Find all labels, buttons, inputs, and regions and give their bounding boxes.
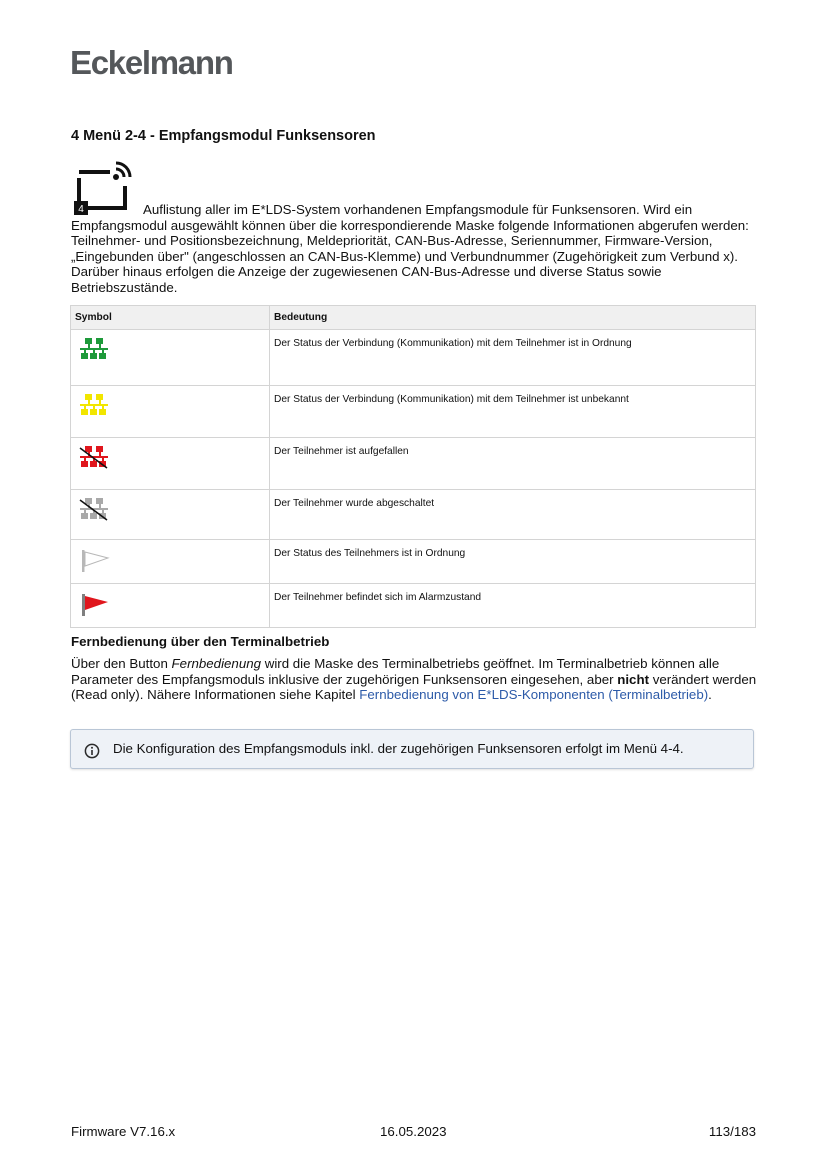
footer-firmware: Firmware V7.16.x	[71, 1124, 176, 1139]
legend-header-symbol: Symbol	[71, 306, 270, 330]
legend-header-meaning: Bedeutung	[270, 306, 756, 330]
legend-header-row	[71, 306, 756, 330]
intro-first-line: Auflistung aller im E*LDS-System vorhandenen Empfangsmodule für Funksensoren. Wird ein	[143, 202, 693, 217]
eckelmann-logo: Eckelmann	[70, 44, 233, 81]
menu-badge-number: 4	[78, 204, 84, 215]
legend-row	[71, 386, 756, 438]
legend-meaning: Der Teilnehmer wurde abgeschaltet	[270, 490, 756, 540]
remote-emphasis: nicht	[617, 671, 649, 687]
legend-meaning: Der Teilnehmer befindet sich im Alarmzustand	[270, 584, 756, 628]
info-note	[70, 729, 754, 769]
symbol-legend-table	[70, 305, 756, 628]
terminal-chapter-link[interactable]: Fernbedienung von E*LDS-Komponenten (Terminalbetrieb)	[359, 687, 709, 703]
remote-button-name: Fernbedienung	[171, 656, 262, 671]
flag-alarm-icon	[79, 592, 111, 618]
legend-row	[71, 330, 756, 386]
network-failed-icon	[79, 446, 109, 470]
network-disabled-icon	[79, 498, 109, 522]
section-title: 4 Menü 2-4 - Empfangsmodul Funksensoren	[71, 128, 376, 144]
footer-date: 16.05.2023	[380, 1124, 447, 1139]
legend-meaning: Der Status der Verbindung (Kommunikation) mit dem Teilnehmer ist in Ordnung	[270, 330, 756, 386]
footer-page-number: 113/183	[708, 1124, 756, 1139]
legend-meaning: Der Status des Teilnehmers ist in Ordnung	[270, 540, 756, 584]
remote-paragraph: Über den Button Fernbedienung wird die Maske des Terminalbetriebs geöffnet. Im Terminalbetrieb können alle Parameter des Empfangsmoduls inklusive der zugehörigen Funksensoren eingesehen, aber nicht verändert werden (Read only). Nähere Informationen siehe Kapitel Fernbedienung von E*LDS-Komponenten (Terminalbetrieb).	[71, 656, 757, 703]
info-icon	[84, 743, 100, 759]
network-ok-icon	[79, 338, 109, 362]
legend-row	[71, 438, 756, 490]
legend-row	[71, 490, 756, 540]
network-unknown-icon	[79, 394, 109, 418]
legend-meaning: Der Status der Verbindung (Kommunikation) mit dem Teilnehmer ist unbekannt	[270, 386, 756, 438]
legend-row	[71, 584, 756, 628]
legend-row	[71, 540, 756, 584]
intro-rest: Empfangsmodul ausgewählt können über die korrespondierende Maske folgende Informationen abgerufen werden: Teilnehmer- und Positionsbezeichnung, Meldepriorität, CAN-Bus-Adresse, Seriennummer, Firmware-Version, „Eingebunden über" (angeschlossen an CAN-Bus-Klemme) und Verbundnummer (Zugehörigkeit zum Verbund x). Darüber hinaus erfolgen die Anzeige der zugewiesenen CAN-Bus-Adresse und diverse Status sowie Betriebszustände.	[71, 217, 749, 295]
info-note-text: Die Konfiguration des Empfangsmoduls inkl. der zugehörigen Funksensoren erfolgt im Menü 4-4.	[113, 741, 684, 756]
legend-meaning: Der Teilnehmer ist aufgefallen	[270, 438, 756, 490]
intro-paragraph	[71, 202, 761, 296]
flag-ok-icon	[79, 548, 111, 574]
remote-heading: Fernbedienung über den Terminalbetrieb	[71, 634, 330, 649]
